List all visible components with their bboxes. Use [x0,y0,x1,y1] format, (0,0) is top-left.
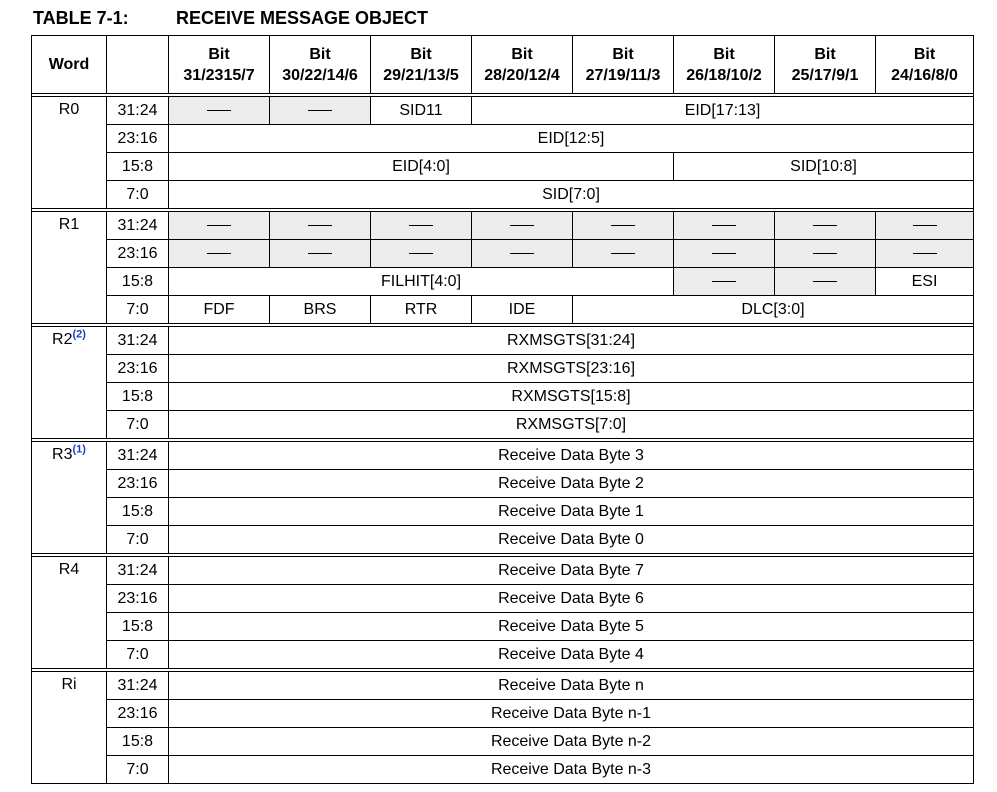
field-cell: EID[4:0] [169,153,674,181]
reserved-cell [169,212,270,240]
range-cell: 15:8 [107,613,169,641]
field-cell: Receive Data Byte 6 [169,585,974,613]
table-row [32,557,974,585]
word-header: Word [32,36,107,94]
range-cell: 23:16 [107,470,169,498]
table-number: TABLE 7-1: [33,8,129,28]
reserved-cell [674,212,775,240]
table-row [32,442,974,470]
table-row [32,756,974,784]
table-row [32,613,974,641]
reserved-cell [169,97,270,125]
field-cell: Receive Data Byte n-3 [169,756,974,784]
table-caption [33,8,428,29]
word-label: R3$^{(1)}$ [32,442,107,554]
bit-header: Bit 25/17/9/1 [775,36,876,94]
field-cell: SID11 [371,97,472,125]
range-cell: 23:16 [107,125,169,153]
range-cell: 31:24 [107,557,169,585]
reserved-cell [775,268,876,296]
table-row [32,240,974,268]
reserved-cell [573,240,674,268]
table-row [32,327,974,355]
reserved-cell [573,212,674,240]
field-cell: Receive Data Byte 0 [169,526,974,554]
table-row [32,296,974,324]
field-cell: RTR [371,296,472,324]
table-row [32,470,974,498]
field-cell: Receive Data Byte 5 [169,613,974,641]
bit-header: Bit 27/19/11/3 [573,36,674,94]
word-label: R2$^{(2)}$ [32,327,107,439]
bit-header: Bit 26/18/10/2 [674,36,775,94]
field-cell: RXMSGTS[7:0] [169,411,974,439]
reserved-cell [371,240,472,268]
table-row [32,700,974,728]
range-cell: 7:0 [107,181,169,209]
table-row [32,498,974,526]
field-cell: EID[12:5] [169,125,974,153]
reserved-cell [270,97,371,125]
table-row [32,641,974,669]
reserved-cell [876,212,974,240]
reserved-cell [472,212,573,240]
field-cell: SID[7:0] [169,181,974,209]
bit-header: Bit 31/2315/7 [169,36,270,94]
word-label: Ri [32,672,107,784]
table-row [32,728,974,756]
table-row [32,355,974,383]
reserved-cell [472,240,573,268]
range-cell: 15:8 [107,383,169,411]
table-row [32,181,974,209]
field-cell: Receive Data Byte 1 [169,498,974,526]
range-cell: 7:0 [107,756,169,784]
table-row [32,672,974,700]
table-row [32,268,974,296]
bit-header: Bit 29/21/13/5 [371,36,472,94]
reserved-cell [876,240,974,268]
bit-header: Bit 28/20/12/4 [472,36,573,94]
range-cell: 7:0 [107,641,169,669]
range-header [107,36,169,94]
range-cell: 15:8 [107,728,169,756]
reserved-cell [371,212,472,240]
range-cell: 23:16 [107,240,169,268]
range-cell: 7:0 [107,296,169,324]
range-cell: 23:16 [107,355,169,383]
register-table [31,35,974,784]
reserved-cell [169,240,270,268]
word-label: R1 [32,212,107,324]
range-cell: 15:8 [107,498,169,526]
table-title: RECEIVE MESSAGE OBJECT [176,8,429,28]
reserved-cell [674,240,775,268]
field-cell: BRS [270,296,371,324]
table-row [32,97,974,125]
field-cell: FILHIT[4:0] [169,268,674,296]
bit-header: Bit 24/16/8/0 [876,36,974,94]
footnote-ref[interactable]: (1) [72,443,86,456]
field-cell: ESI [876,268,974,296]
word-label: R4 [32,557,107,669]
field-cell: DLC[3:0] [573,296,974,324]
field-cell: Receive Data Byte 7 [169,557,974,585]
footnote-ref[interactable]: (2) [72,328,86,341]
range-cell: 31:24 [107,442,169,470]
range-cell: 7:0 [107,411,169,439]
table-row [32,153,974,181]
table-row [32,526,974,554]
range-cell: 23:16 [107,585,169,613]
field-cell: FDF [169,296,270,324]
field-cell: Receive Data Byte 4 [169,641,974,669]
field-cell: SID[10:8] [674,153,974,181]
range-cell: 23:16 [107,700,169,728]
range-cell: 15:8 [107,153,169,181]
reserved-cell [270,212,371,240]
reserved-cell [674,268,775,296]
range-cell: 31:24 [107,672,169,700]
word-label: R0 [32,97,107,209]
bit-header: Bit 30/22/14/6 [270,36,371,94]
field-cell: RXMSGTS[31:24] [169,327,974,355]
reserved-cell [270,240,371,268]
range-cell: 15:8 [107,268,169,296]
field-cell: Receive Data Byte n-2 [169,728,974,756]
table-row [32,212,974,240]
table-row [32,585,974,613]
table-row [32,125,974,153]
reserved-cell [775,212,876,240]
table-row [32,383,974,411]
header-row [32,36,974,94]
field-cell: Receive Data Byte 2 [169,470,974,498]
field-cell: Receive Data Byte n [169,672,974,700]
range-cell: 31:24 [107,97,169,125]
reserved-cell [775,240,876,268]
range-cell: 7:0 [107,526,169,554]
table-row [32,411,974,439]
field-cell: RXMSGTS[23:16] [169,355,974,383]
range-cell: 31:24 [107,212,169,240]
field-cell: EID[17:13] [472,97,974,125]
field-cell: Receive Data Byte n-1 [169,700,974,728]
field-cell: Receive Data Byte 3 [169,442,974,470]
field-cell: IDE [472,296,573,324]
field-cell: RXMSGTS[15:8] [169,383,974,411]
range-cell: 31:24 [107,327,169,355]
